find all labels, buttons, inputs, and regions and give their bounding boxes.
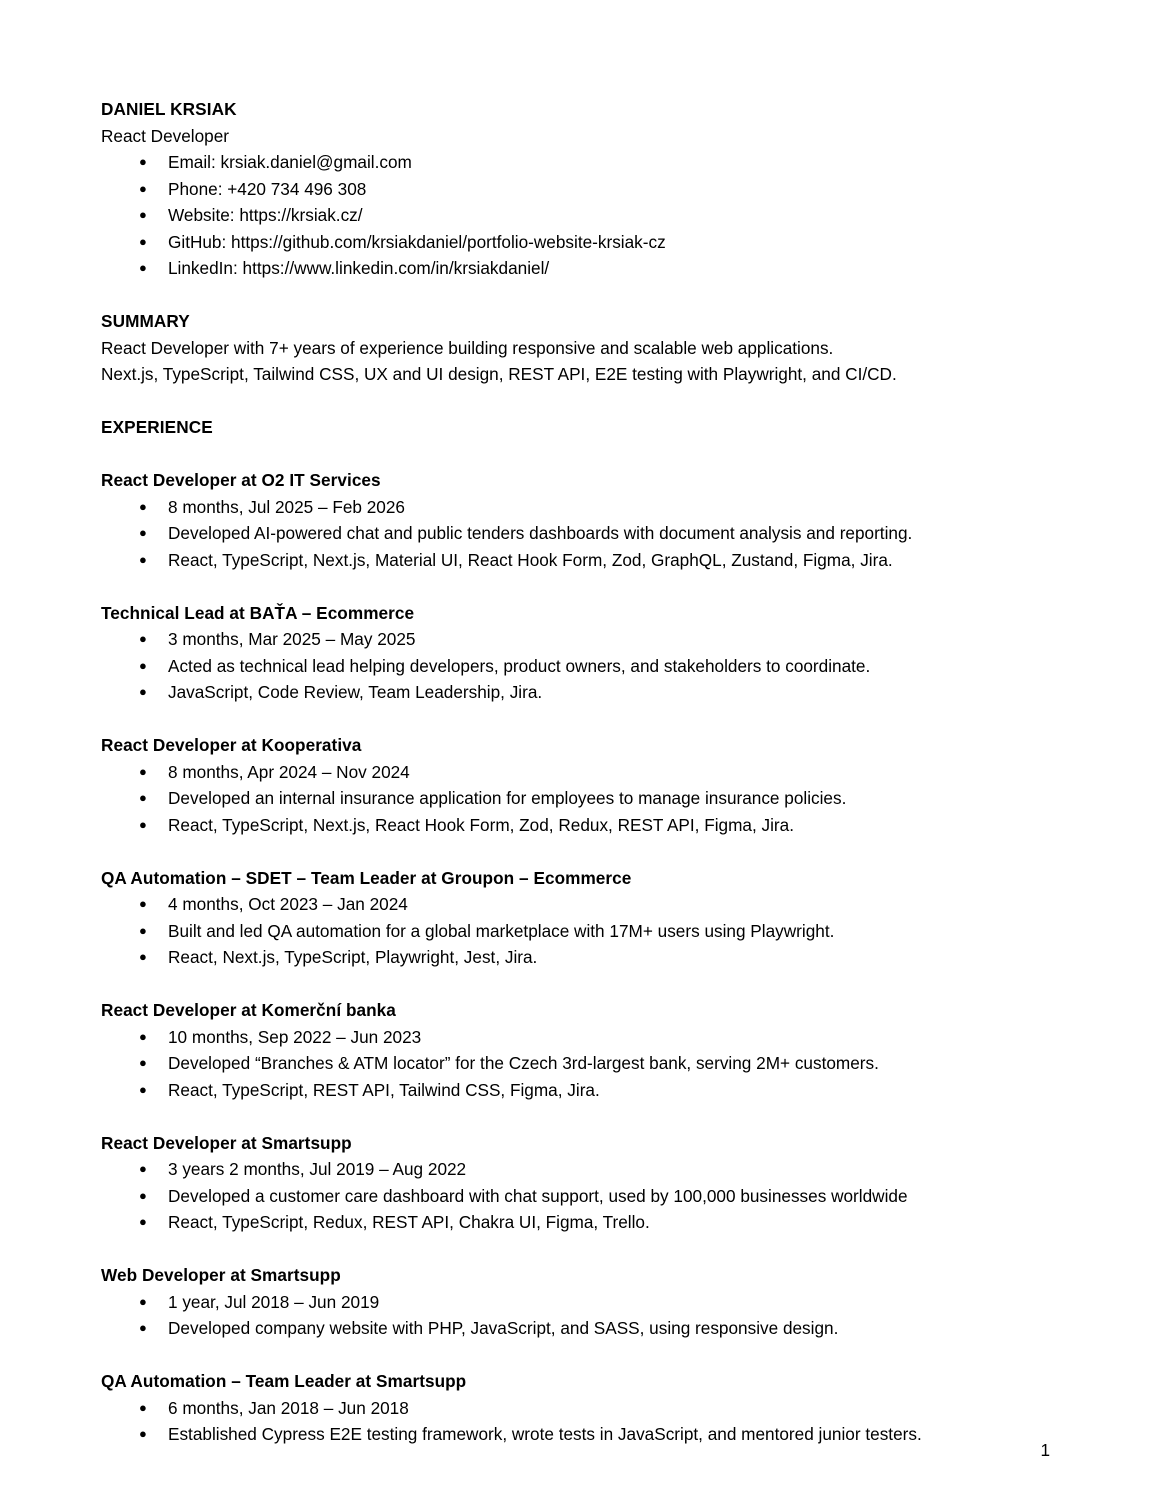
experience-bullet-text: Established Cypress E2E testing framework, wrote tests in JavaScript, and mentored junior testers.: [168, 1424, 922, 1444]
experience-entry: [101, 732, 1050, 838]
experience-entry-title: Web Developer at Smartsupp: [101, 1265, 341, 1285]
contact-item: [101, 149, 1050, 176]
experience-bullet-text: 8 months, Apr 2024 – Nov 2024: [168, 761, 410, 782]
experience-bullet-text: React, TypeScript, Next.js, React Hook Form, Zod, Redux, REST API, Figma, Jira.: [168, 814, 794, 835]
experience-bullet: [101, 944, 1050, 971]
experience-entry-bullets: [101, 1024, 1050, 1104]
experience-bullet: [101, 812, 1050, 839]
experience-bullet-text: 3 years 2 months, Jul 2019 – Aug 2022: [168, 1159, 467, 1179]
experience-entry-bullets: [101, 626, 1050, 706]
experience-bullet-text: JavaScript, Code Review, Team Leadership, Jira.: [168, 682, 543, 702]
experience-entry-bullets: [101, 759, 1050, 839]
contact-item-text: LinkedIn: https://www.linkedin.com/in/krsiakdaniel/: [168, 258, 550, 278]
experience-bullet: [101, 759, 1050, 786]
experience-bullet: [101, 1077, 1050, 1104]
experience-entry-title: QA Automation – Team Leader at Smartsupp: [101, 1371, 467, 1391]
experience-bullet-text: Developed an internal insurance application for employees to manage insurance policies.: [168, 788, 847, 808]
experience-bullet: [101, 918, 1050, 945]
experience-bullet-text: React, Next.js, TypeScript, Playwright, Jest, Jira.: [168, 947, 538, 967]
experience-entry-bullets: [101, 1395, 1050, 1448]
experience-bullet-text: Developed AI-powered chat and public tenders dashboards with document analysis and reporting.: [168, 523, 913, 543]
experience-entry: [101, 1130, 1050, 1236]
bullet-dot-icon: ●: [139, 816, 147, 832]
bullet-dot-icon: ●: [139, 922, 147, 938]
experience-entry: [101, 600, 1050, 706]
contact-item: [101, 229, 1050, 256]
experience-entry-title: React Developer at O2 IT Services: [101, 470, 381, 490]
bullet-dot-icon: ●: [139, 631, 147, 646]
experience-bullet-text: 3 months, Mar 2025 – May 2025: [168, 629, 416, 649]
bullet-dot-icon: ●: [139, 233, 147, 249]
experience-bullet: [101, 679, 1050, 706]
experience-bullet-text: React, TypeScript, Redux, REST API, Chakra UI, Figma, Trello.: [168, 1212, 650, 1232]
experience-bullet-text: Developed company website with PHP, JavaScript, and SASS, using responsive design.: [168, 1318, 839, 1338]
experience-entry: [101, 1262, 1050, 1342]
resume-body: [101, 96, 1050, 1448]
experience-bullet: [101, 494, 1050, 521]
experience-bullet: [101, 1183, 1050, 1210]
bullet-dot-icon: ●: [139, 1028, 147, 1044]
experience-bullet: [101, 1050, 1050, 1077]
bullet-dot-icon: ●: [139, 180, 147, 196]
experience-entry: [101, 467, 1050, 573]
spacer: [101, 388, 1050, 415]
bullet-dot-icon: ●: [139, 949, 147, 964]
experience-bullet: [101, 1315, 1050, 1342]
bullet-dot-icon: ●: [139, 551, 147, 567]
experience-bullet-text: Developed “Branches & ATM locator” for the Czech 3rd-largest bank, serving 2M+ customers.: [168, 1053, 879, 1073]
contact-item: [101, 176, 1050, 203]
experience-bullet: [101, 1156, 1050, 1183]
experience-bullet: [101, 1024, 1050, 1051]
candidate-role: React Developer: [101, 125, 230, 146]
spacer: [101, 1103, 1050, 1130]
experience-bullet-text: React, TypeScript, Next.js, Material UI, React Hook Form, Zod, GraphQL, Zustand, Figma, Jira.: [168, 549, 893, 570]
contact-item-text: Website: https://krsiak.cz/: [168, 205, 363, 225]
bullet-dot-icon: ●: [139, 763, 147, 779]
experience-bullet-text: React, TypeScript, REST API, Tailwind CSS, Figma, Jira.: [168, 1079, 600, 1100]
experience-entry-bullets: [101, 1156, 1050, 1236]
experience-entry-bullets: [101, 1289, 1050, 1342]
contact-item: [101, 255, 1050, 282]
experience-entry-bullets: [101, 891, 1050, 971]
contact-item-text: Phone: +420 734 496 308: [168, 178, 367, 199]
bullet-dot-icon: ●: [139, 790, 147, 805]
experience-bullet-text: 1 year, Jul 2018 – Jun 2019: [168, 1291, 380, 1312]
summary-line: React Developer with 7+ years of experience building responsive and scalable web applications.: [101, 337, 834, 358]
bullet-dot-icon: ●: [139, 1320, 147, 1335]
spacer: [101, 573, 1050, 600]
bullet-dot-icon: ●: [139, 1426, 147, 1441]
experience-bullet-text: Built and led QA automation for a global marketplace with 17M+ users using Playwright.: [168, 920, 835, 941]
bullet-dot-icon: ●: [139, 684, 147, 699]
bullet-dot-icon: ●: [139, 525, 147, 540]
summary-lines: [101, 335, 1050, 388]
experience-list: [101, 441, 1050, 1448]
bullet-dot-icon: ●: [139, 154, 147, 169]
experience-entry-title: React Developer at Komerční banka: [101, 1000, 396, 1020]
experience-bullet-text: 4 months, Oct 2023 – Jan 2024: [168, 894, 408, 914]
bullet-dot-icon: ●: [139, 1161, 147, 1176]
bullet-dot-icon: ●: [139, 207, 147, 222]
experience-bullet: [101, 785, 1050, 812]
experience-bullet: [101, 1395, 1050, 1422]
experience-bullet-text: Acted as technical lead helping developers, product owners, and stakeholders to coordinate.: [168, 655, 871, 676]
contact-item: [101, 202, 1050, 229]
experience-bullet-text: Developed a customer care dashboard with chat support, used by 100,000 businesses worldwide: [168, 1185, 908, 1206]
bullet-dot-icon: ●: [139, 260, 147, 275]
spacer: [101, 1236, 1050, 1263]
spacer: [101, 282, 1050, 309]
experience-entry-title: Technical Lead at BAŤA – Ecommerce: [101, 602, 415, 623]
experience-entry: [101, 1368, 1050, 1448]
bullet-dot-icon: ●: [139, 1399, 147, 1415]
experience-entry-bullets: [101, 494, 1050, 574]
experience-entry-title: React Developer at Kooperativa: [101, 735, 362, 755]
contact-list: [101, 149, 1050, 282]
spacer: [101, 1342, 1050, 1369]
bullet-dot-icon: ●: [139, 498, 147, 514]
experience-bullet-text: 6 months, Jan 2018 – Jun 2018: [168, 1397, 409, 1418]
experience-bullet: [101, 1289, 1050, 1316]
bullet-dot-icon: ●: [139, 1081, 147, 1097]
experience-bullet-text: 8 months, Jul 2025 – Feb 2026: [168, 496, 405, 517]
bullet-dot-icon: ●: [139, 896, 147, 911]
spacer: [101, 971, 1050, 998]
experience-bullet: [101, 653, 1050, 680]
experience-bullet: [101, 1421, 1050, 1448]
experience-bullet-text: 10 months, Sep 2022 – Jun 2023: [168, 1026, 422, 1047]
experience-bullet: [101, 1209, 1050, 1236]
experience-bullet: [101, 520, 1050, 547]
spacer: [101, 838, 1050, 865]
contact-item-text: Email: krsiak.daniel@gmail.com: [168, 152, 412, 172]
experience-bullet: [101, 626, 1050, 653]
spacer: [101, 706, 1050, 733]
bullet-dot-icon: ●: [139, 1055, 147, 1070]
experience-bullet: [101, 891, 1050, 918]
summary-line: Next.js, TypeScript, Tailwind CSS, UX and UI design, REST API, E2E testing with Playwright, and CI/CD.: [101, 364, 897, 384]
experience-entry-title: QA Automation – SDET – Team Leader at Groupon – Ecommerce: [101, 867, 632, 888]
contact-item-text: GitHub: https://github.com/krsiakdaniel/portfolio-website-krsiak-cz: [168, 231, 666, 252]
candidate-name: DANIEL KRSIAK: [101, 99, 237, 119]
bullet-dot-icon: ●: [139, 1187, 147, 1203]
experience-entry: [101, 997, 1050, 1103]
bullet-dot-icon: ●: [139, 1214, 147, 1229]
experience-entry: [101, 865, 1050, 971]
experience-bullet: [101, 547, 1050, 574]
bullet-dot-icon: ●: [139, 657, 147, 673]
bullet-dot-icon: ●: [139, 1293, 147, 1309]
experience-entry-title: React Developer at Smartsupp: [101, 1132, 352, 1153]
page-number: 1: [1040, 1439, 1050, 1460]
spacer: [101, 441, 1050, 468]
summary-heading: SUMMARY: [101, 311, 190, 331]
experience-heading: EXPERIENCE: [101, 417, 213, 437]
